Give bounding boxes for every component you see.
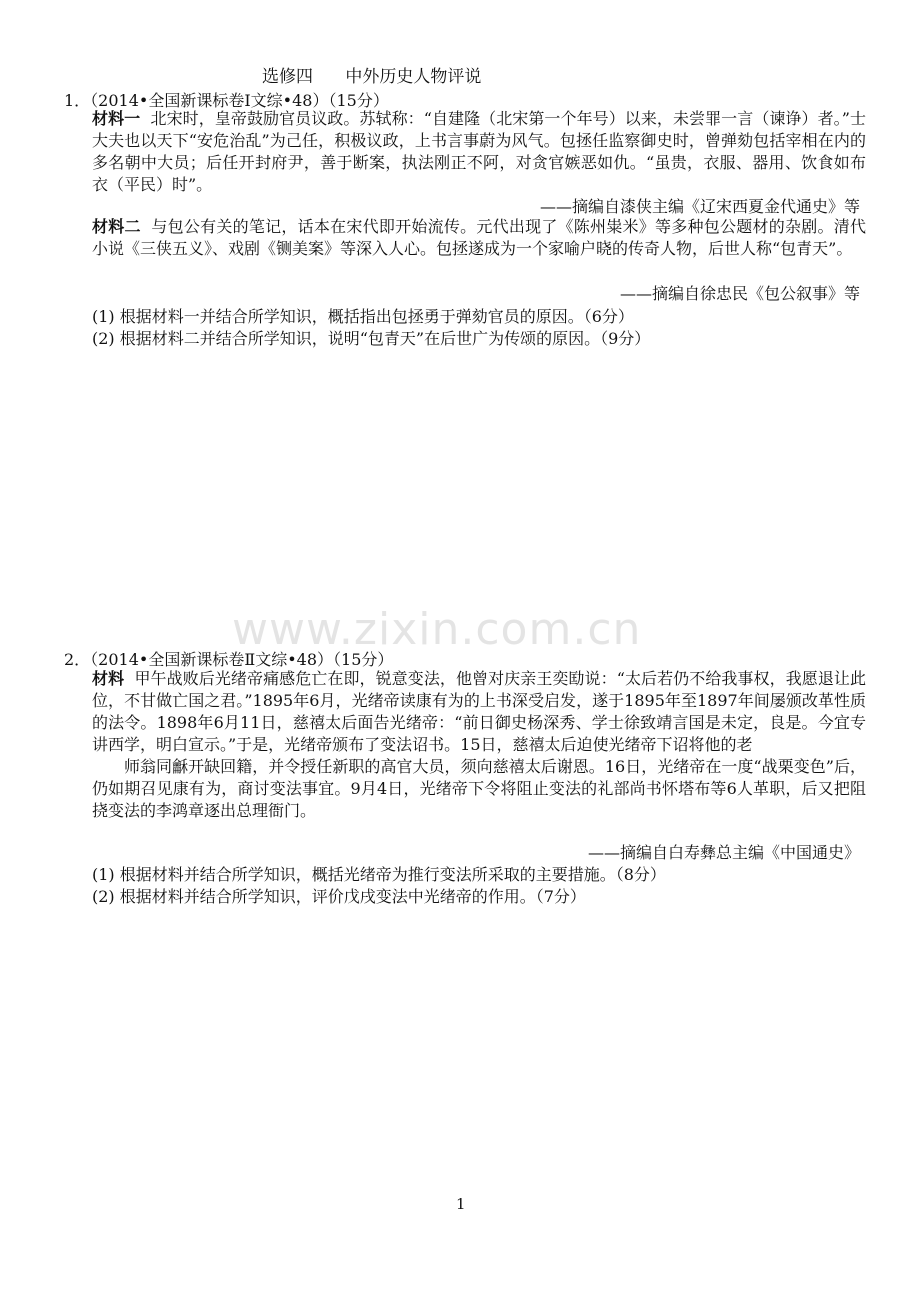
q1-material-2 — [92, 216, 866, 260]
question-2-heading: 2．（2014•全国新课标卷Ⅱ文综•48）（15分） — [64, 650, 394, 669]
page-number: 1 — [456, 1195, 466, 1213]
q1-material-1-text: 北宋时，皇帝鼓励官员议政。苏轼称：“自建隆（北宋第一个年号）以来，未尝罪一言（谏诤）者。”士大夫也以天下“安危治乱”为己任，积极议政，上书言事蔚为风气。包拯任监察御史时，曾弹劾包括宰相在内的多名朝中大员；后任开封府尹，善于断案，执法刚正不阿，对贪官嫉恶如仇。“虽贵，衣服、器用、饮食如布衣（平民）时”。 — [92, 109, 866, 194]
q2-material-source: ——摘编自白寿彝总主编《中国通史》 — [587, 843, 860, 862]
q1-material-1-source: ——摘编自漆侠主编《辽宋西夏金代通史》等 — [539, 197, 860, 216]
section-title: 选修四 中外历史人物评说 — [262, 67, 482, 87]
q2-material-text-2: 师翁同龢开缺回籍，并令授任新职的高官大员，须向慈禧太后谢恩。16日，光绪帝在一度“战栗变色”后，仍如期召见康有为，商讨变法事宜。9月4日，光绪帝下令将阻止变法的礼部尚书怀塔布等6人革职，后又把阻挠变法的李鸿章逐出总理衙门。 — [92, 757, 866, 820]
question-1-heading: 1．（2014•全国新课标卷Ⅰ文综•48）（15分） — [64, 91, 389, 110]
q2-material — [92, 668, 866, 822]
q1-material-2-source: ——摘编自徐忠民《包公叙事》等 — [619, 284, 860, 303]
q2-subquestion-1: (1) 根据材料并结合所学知识，概括光绪帝为推行变法所采取的主要措施。（8分） — [92, 865, 666, 884]
q1-material-1 — [92, 108, 866, 196]
watermark: www.zixin.com.cn — [232, 604, 642, 655]
q1-material-1-label: 材料一 — [92, 109, 141, 128]
q2-material-label: 材料 — [92, 669, 125, 688]
q1-subquestion-2: (2) 根据材料二并结合所学知识，说明“包青天”在后世广为传颂的原因。（9分） — [92, 329, 651, 348]
q1-material-2-label: 材料二 — [92, 217, 141, 236]
q1-subquestion-1: (1) 根据材料一并结合所学知识，概括指出包拯勇于弹劾官员的原因。（6分） — [92, 307, 634, 326]
q1-material-2-text: 与包公有关的笔记，话本在宋代即开始流传。元代出现了《陈州粜米》等多种包公题材的杂剧。清代小说《三侠五义》、戏剧《铡美案》等深入人心。包拯遂成为一个家喻户晓的传奇人物，后世人称“包青天”。 — [92, 217, 866, 258]
q2-material-text-1: 甲午战败后光绪帝痛感危亡在即，锐意变法，他曾对庆亲王奕劻说：“太后若仍不给我事权，我愿退让此位，不甘做亡国之君。”1895年6月，光绪帝读康有为的上书深受启发，遂于1895年至1897年间屡颁改革性质的法令。1898年6月11日，慈禧太后面告光绪帝：“前日御史杨深秀、学士徐致靖言国是未定，良是。今宜专讲西学，明白宣示。”于是，光绪帝颁布了变法诏书。15日，慈禧太后迫使光绪帝下诏将他的老 — [92, 669, 866, 754]
q2-subquestion-2: (2) 根据材料并结合所学知识，评价戊戌变法中光绪帝的作用。（7分） — [92, 887, 586, 906]
